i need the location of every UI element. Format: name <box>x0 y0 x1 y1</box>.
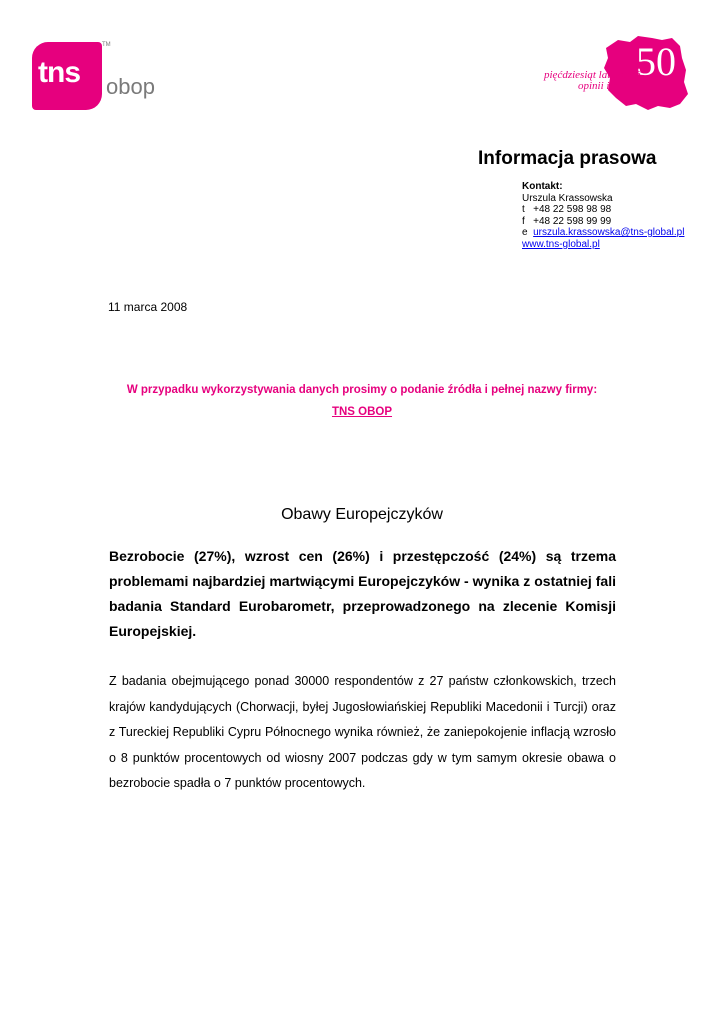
usage-notice-firm-row <box>0 406 724 418</box>
contact-phone: t +48 22 598 98 98 <box>522 204 612 215</box>
contact-email-prefix: e <box>522 227 534 238</box>
contact-email-row <box>522 227 684 239</box>
contact-email-link[interactable]: urszula.krassowska@tns-global.pl <box>533 227 685 238</box>
page-title: Informacja prasowa <box>478 148 657 169</box>
contact-name: Urszula Krassowska <box>522 192 613 204</box>
contact-label: Kontakt: <box>522 181 563 192</box>
logo-trademark: TM <box>102 42 111 48</box>
article-lead: Bezrobocie (27%), wzrost cen (26%) i przestępczość (24%) są trzema problemami najbardziej martwiącymi Europejczyków - wynika z ostatniej fali badania Standard Eurobarometr, przeprowadzonego na zlecenie Komisji Europejskiej. <box>109 548 616 639</box>
logo-sub-text: obop <box>106 74 155 99</box>
contact-block <box>522 181 684 250</box>
anniversary-mark <box>540 34 690 114</box>
document-date: 11 marca 2008 <box>108 300 188 314</box>
usage-notice: W przypadku wykorzystywania danych prosimy o podanie źródła i pełnej nazwy firmy: <box>126 384 598 396</box>
anniversary-line-2: opinii i rynku <box>578 80 638 92</box>
anniversary-number: 50 <box>636 39 676 84</box>
contact-fax: f +48 22 598 99 99 <box>522 215 612 227</box>
tns-obop-logo <box>32 42 162 112</box>
usage-notice-firm: TNS OBOP <box>331 406 393 418</box>
anniversary-line-1: pięćdziesiąt lat badań <box>544 69 641 81</box>
contact-website-link[interactable]: www.tns-global.pl <box>522 238 600 250</box>
article-body: Z badania obejmującego ponad 30000 respondentów z 27 państw członkowskich, trzech krajów kandydujących (Chorwacji, byłej Jugosłowiańskiej Republiki Macedonii i Turcji) oraz z Tureckiej Republiki Cypru Północnego wynika również, że zaniepokojenie inflacją wzrosło o 8 punktów procentowych od wiosny 2007 podczas gdy w tym samym okresie obawa o bezrobocie spadła o 7 punktów procentowych. <box>109 674 616 790</box>
logo-brand-text: tns <box>38 56 80 89</box>
logo-mark <box>32 42 102 110</box>
article-heading: Obawy Europejczyków <box>281 506 443 523</box>
